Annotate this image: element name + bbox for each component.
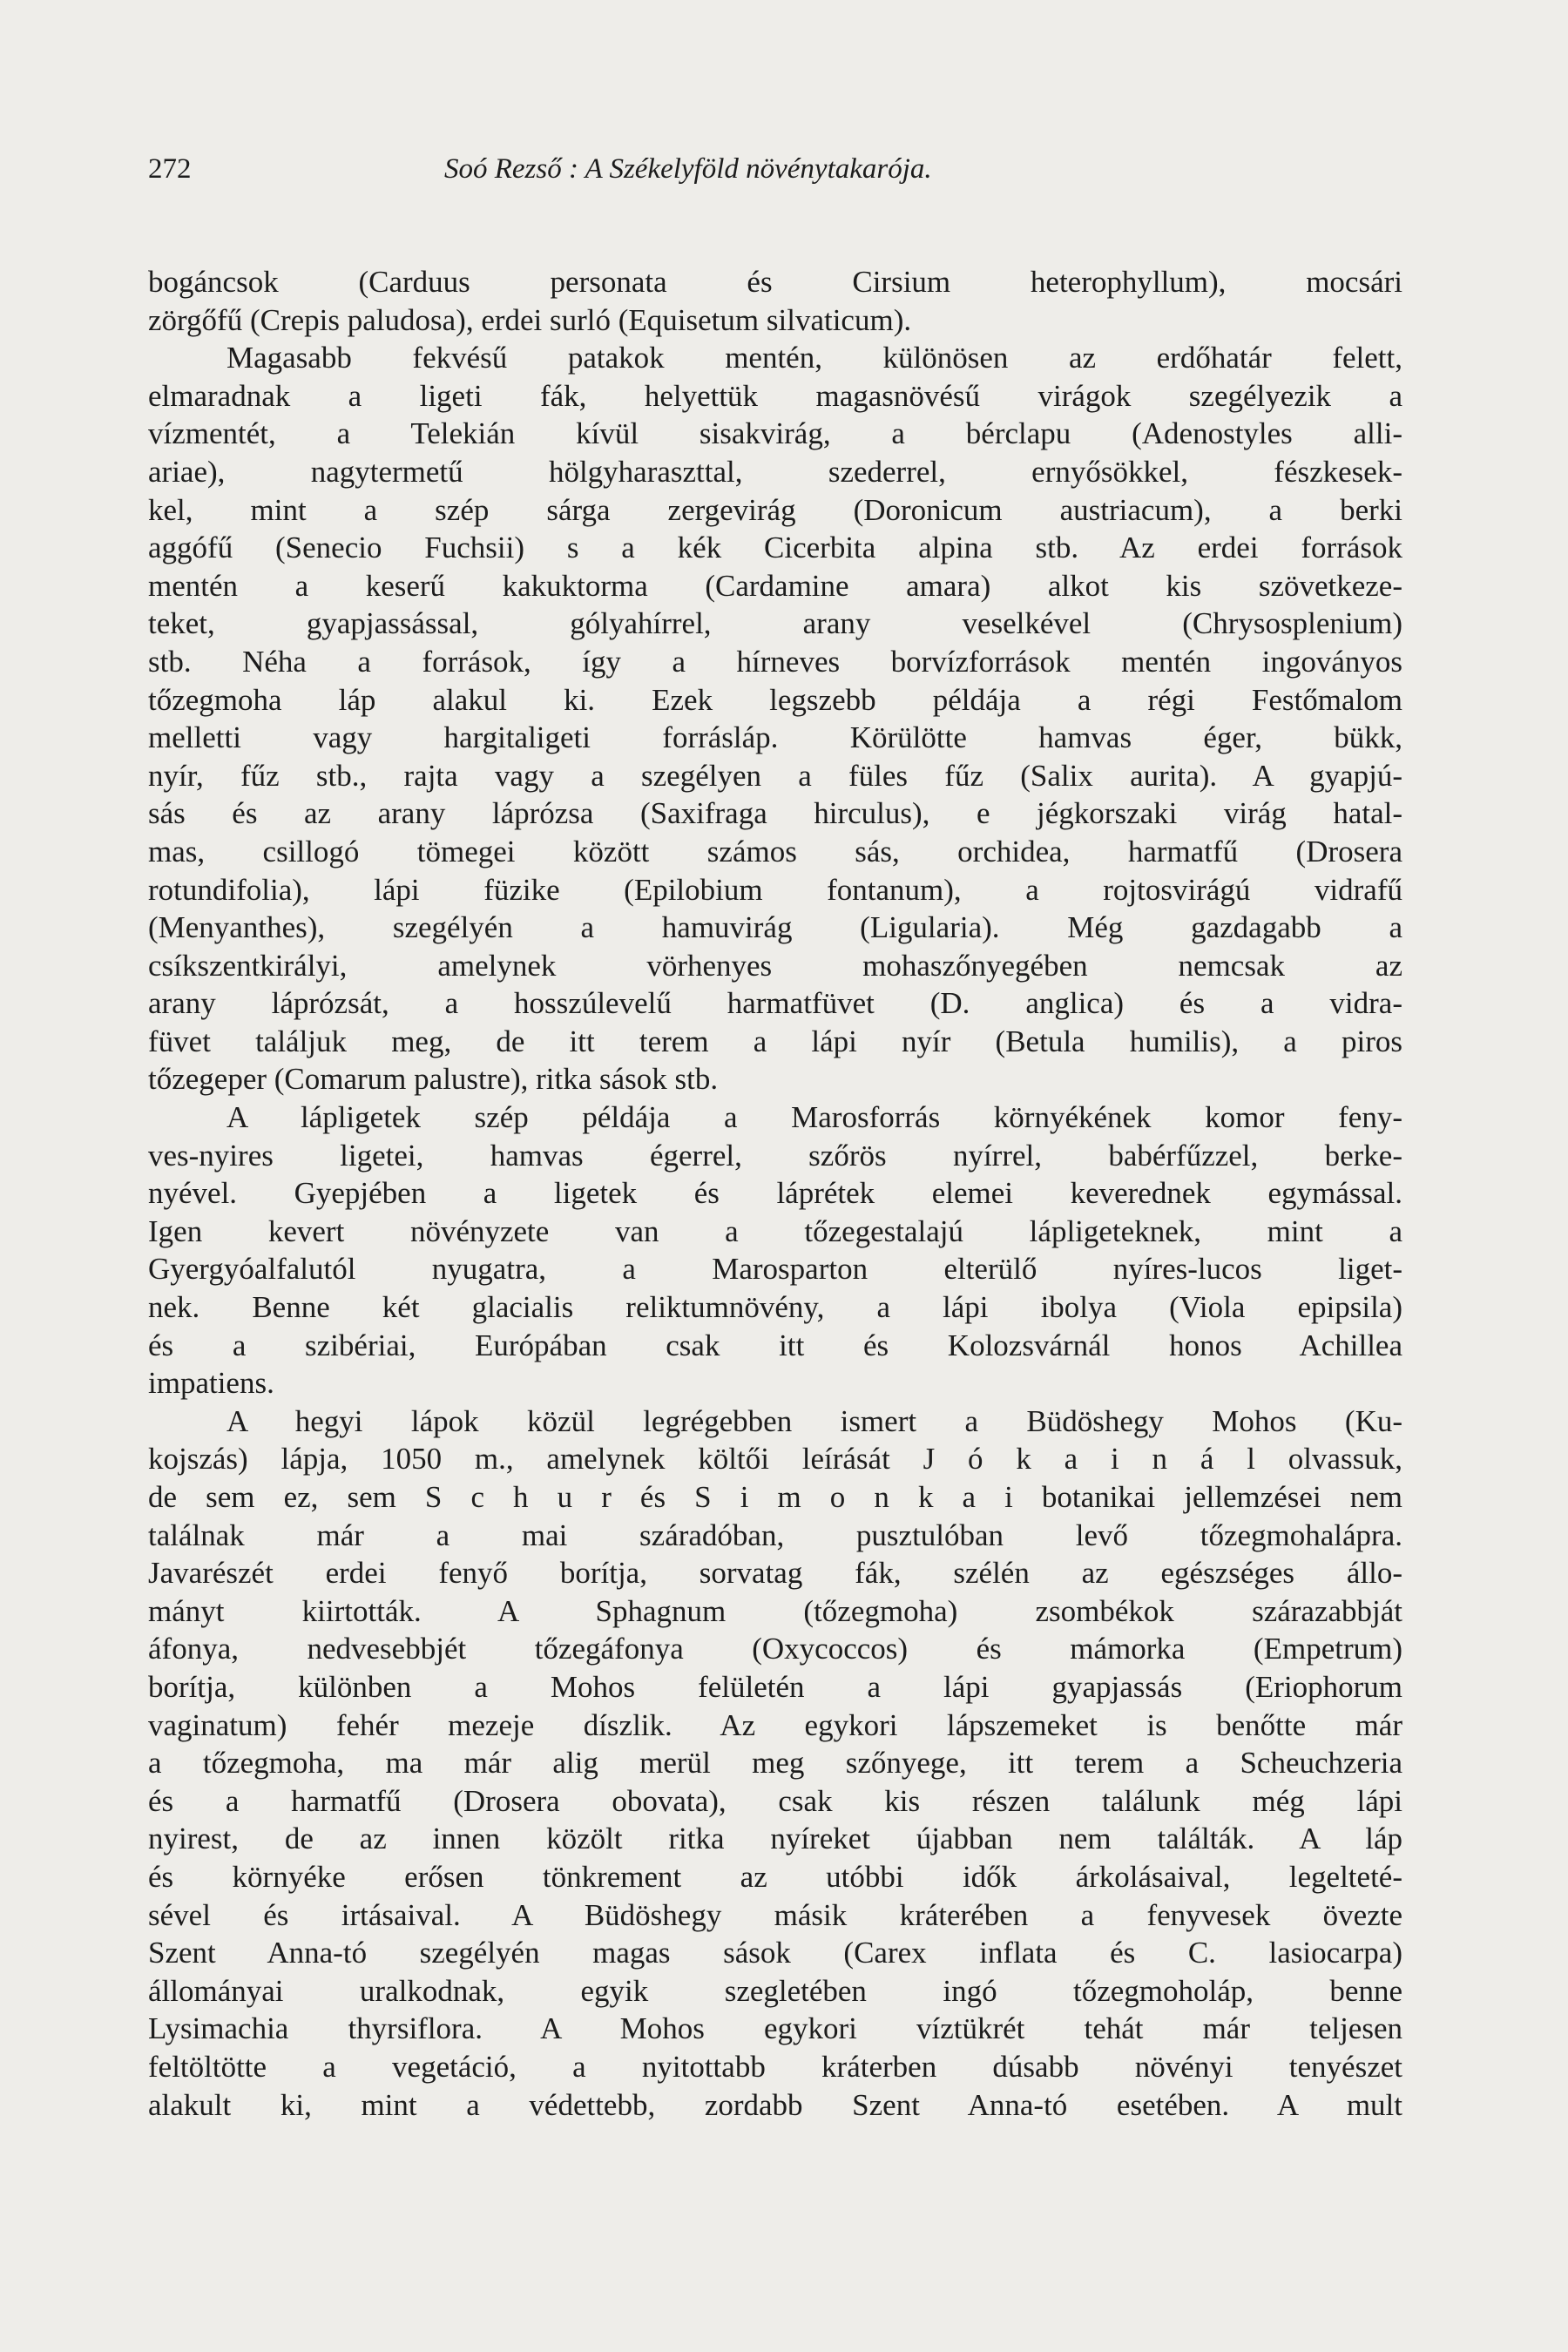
text-line: és környéke erősen tönkrement az utóbbi idők árkolásaival, legelteté- [148,1859,1402,1894]
text-line: tőzegmoha láp alakul ki. Ezek legszebb példája a régi Festőmalom [148,682,1402,717]
text-line: mányt kiirtották. A Sphagnum (tőzegmoha) zsombékok szárazabbját [148,1593,1402,1628]
text-line: (Menyanthes), szegélyén a hamuvirág (Ligularia). Még gazdagabb a [148,910,1402,945]
text-line: Lysimachia thyrsiflora. A Mohos egykori víztükrét tehát már teljesen [148,2011,1402,2046]
text-line: találnak már a mai száradóban, pusztulóban levő tőzegmohalápra. [148,1517,1402,1552]
text-line: nyirest, de az innen közölt ritka nyíreket újabban nem találták. A láp [148,1821,1402,1856]
text-line: és a szibériai, Európában csak itt és Kolozsvárnál honos Achillea [148,1328,1402,1362]
text-line: füvet találjuk meg, de itt terem a lápi nyír (Betula humilis), a piros [148,1024,1402,1058]
text-line: Magasabb fekvésű patakok mentén, különösen az erdőhatár felett, [226,341,1402,375]
text-line: csíkszentkirályi, amelynek vörhenyes mohaszőnyegében nemcsak az [148,948,1402,983]
text-line: de sem ez, sem S c h u r és S i m o n k a i botanikai jellemzései nem [148,1480,1402,1514]
text-line: nyír, fűz stb., rajta vagy a szegélyen a füles fűz (Salix aurita). A gyapjú- [148,758,1402,793]
text-line: melletti vagy hargitaligeti forrásláp. Körülötte hamvas éger, bükk, [148,720,1402,755]
text-line: nyével. Gyepjében a ligetek és láprétek elemei keverednek egymással. [148,1176,1402,1211]
body-text [148,263,1402,2124]
text-line: áfonya, nedvesebbjét tőzegáfonya (Oxycoccos) és mámorka (Empetrum) [148,1632,1402,1666]
text-line: stb. Néha a források, így a hírneves borvízforrások mentén ingoványos [148,644,1402,679]
text-line: Gyergyóalfalutól nyugatra, a Marosparton elterülő nyíres-lucos liget- [148,1252,1402,1287]
text-line: aggófű (Senecio Fuchsii) s a kék Cicerbita alpina stb. Az erdei források [148,531,1402,565]
text-line: mas, csillogó tömegei között számos sás, orchidea, harmatfű (Drosera [148,834,1402,868]
text-line: arany láprózsát, a hosszúlevelű harmatfüvet (D. anglica) és a vidra- [148,986,1402,1021]
page-header [148,153,1402,197]
text-line: ves-nyires ligetei, hamvas égerrel, szőrös nyírrel, babérfűzzel, berke- [148,1138,1402,1173]
text-line: alakult ki, mint a védettebb, zordabb Szent Anna-tó esetében. A mult [148,2087,1402,2122]
text-line: A lápligetek szép példája a Marosforrás környékének komor feny- [226,1100,1402,1135]
text-line: mentén a keserű kakuktorma (Cardamine amara) alkot kis szövetkeze- [148,568,1402,603]
text-line: bogáncsok (Carduus personata és Cirsium heterophyllum), mocsári [148,265,1402,299]
text-line: a tőzegmoha, ma már alig merül meg szőnyege, itt terem a Scheuchzeria [148,1746,1402,1781]
text-line: Szent Anna-tó szegélyén magas sások (Carex inflata és C. lasiocarpa) [148,1936,1402,1970]
text-line: sás és az arany láprózsa (Saxifraga hirculus), e jégkorszaki virág hatal- [148,796,1402,831]
text-line: kel, mint a szép sárga zergevirág (Doronicum austriacum), a berki [148,492,1402,527]
text-line: vízmentét, a Telekián kívül sisakvirág, a bérclapu (Adenostyles alli- [148,416,1402,451]
text-line: tőzegeper (Comarum palustre), ritka sások stb. [148,1062,719,1097]
page-number: 272 [148,153,192,185]
text-line: állományai uralkodnak, egyik szegletében ingó tőzegmoholáp, benne [148,1973,1402,2008]
text-line: ariae), nagytermetű hölgyharaszttal, szederrel, ernyősökkel, fészkesek- [148,454,1402,489]
text-line: elmaradnak a ligeti fák, helyettük magasnövésű virágok szegélyezik a [148,378,1402,413]
text-line: rotundifolia), lápi füzike (Epilobium fontanum), a rojtosvirágú vidrafű [148,872,1402,907]
text-line: impatiens. [148,1366,274,1401]
text-line: sével és irtásaival. A Büdöshegy másik kráterében a fenyvesek övezte [148,1897,1402,1932]
text-line: Igen kevert növényzete van a tőzegestalajú lápligeteknek, mint a [148,1213,1402,1248]
text-line: borítja, különben a Mohos felületén a lápi gyapjassás (Eriophorum [148,1669,1402,1704]
text-line: nek. Benne két glacialis reliktumnövény, a lápi ibolya (Viola epipsila) [148,1290,1402,1325]
text-line: teket, gyapjassással, gólyahírrel, arany veselkével (Chrysosplenium) [148,606,1402,641]
text-line: vaginatum) fehér mezeje díszlik. Az egykori lápszemeket is benőtte már [148,1707,1402,1742]
text-line: feltöltötte a vegetáció, a nyitottabb kráterben dúsabb növényi tenyészet [148,2049,1402,2084]
text-line: zörgőfű (Crepis paludosa), erdei surló (Equisetum silvaticum). [148,302,912,337]
running-title: Soó Rezső : A Székelyföld növénytakarója. [444,153,932,185]
text-line: Javarészét erdei fenyő borítja, sorvatag fák, szélén az egészséges állo- [148,1556,1402,1591]
text-line: és a harmatfű (Drosera obovata), csak kis részen találunk még lápi [148,1783,1402,1818]
text-line: kojszás) lápja, 1050 m., amelynek költői leírását J ó k a i n á l olvassuk, [148,1442,1402,1477]
text-line: A hegyi lápok közül legrégebben ismert a Büdöshegy Mohos (Ku- [226,1403,1402,1438]
